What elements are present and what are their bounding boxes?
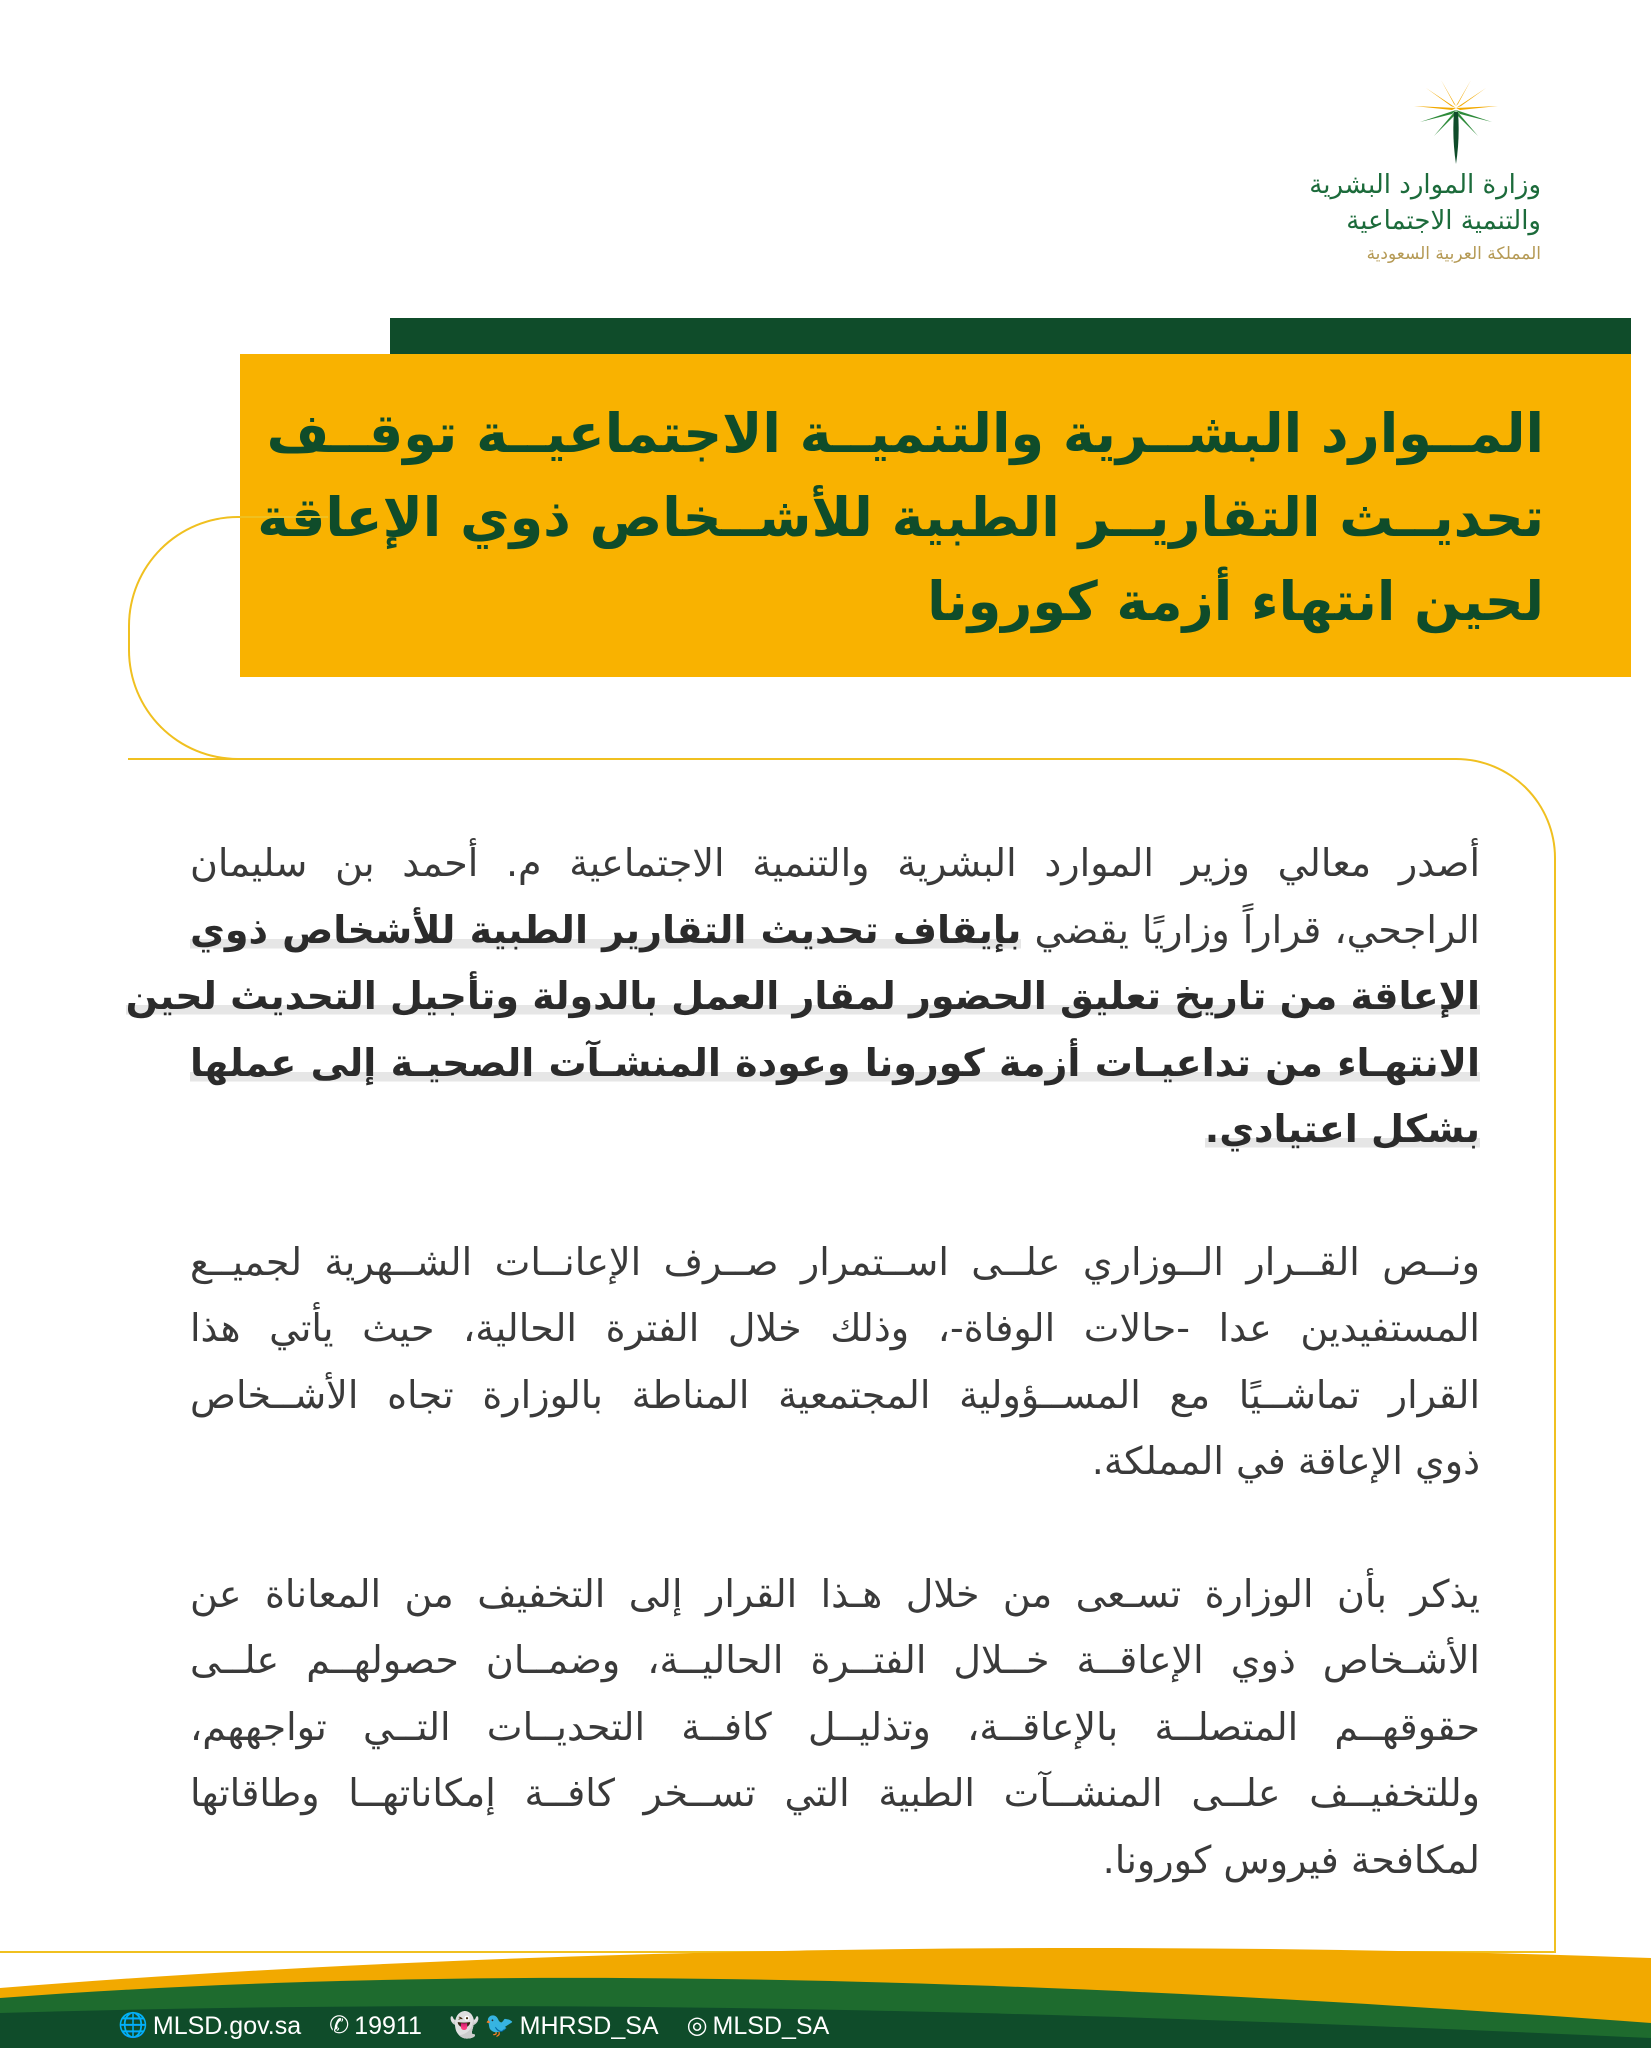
article-body xyxy=(125,830,1480,1893)
decorative-outline-left xyxy=(128,516,328,760)
paragraph-3-line-1: يذكر بأن الوزارة تسـعى من خلال هـذا القرار إلى التخفيف من المعاناة عن xyxy=(190,1571,1480,1616)
paragraph-1-bold-4: بشكل اعتيادي. xyxy=(1204,1107,1480,1151)
headline-box xyxy=(240,354,1631,677)
palm-emblem-icon xyxy=(1406,78,1506,164)
footer-band xyxy=(0,1928,1651,2048)
footer-twitter-text: MHRSD_SA xyxy=(519,2011,659,2040)
paragraph-1-line-4 xyxy=(190,1030,1480,1097)
paragraph-1-line-5 xyxy=(190,1096,1480,1163)
logo-ministry-name-line1: وزارة الموارد البشرية xyxy=(1309,170,1541,200)
paragraph-1-bold-2: الإعاقة من تاريخ تعليق الحضور لمقار العمل بالدولة وتأجيل التحديث لحين xyxy=(125,974,1480,1018)
footer-instagram[interactable] xyxy=(687,2012,830,2041)
footer-website[interactable] xyxy=(118,2012,301,2041)
paragraph-2-line-4: ذوي الإعاقة في المملكة. xyxy=(1091,1439,1480,1483)
instagram-icon: ◎ xyxy=(686,2012,708,2039)
footer-twitter[interactable] xyxy=(450,2012,659,2041)
paragraph-1-bold-1: بإيقاف تحديث التقارير الطبية للأشخاص ذوي xyxy=(190,907,1022,952)
footer-phone-text: 19911 xyxy=(354,2011,422,2040)
logo-ministry-name-line2: والتنمية الاجتماعية xyxy=(1346,206,1541,236)
paragraph-1-bold-3: الانتهـاء من تداعيـات أزمة كورونا وعودة المنشـآت الصحيـة إلى عملها xyxy=(190,1040,1480,1085)
paragraph-1-plain: الراجحي، قراراً وزاريًا يقضي xyxy=(1034,907,1480,952)
paragraph-3-line-4: وللتخفيــف علــى المنشــآت الطبية التي تســخر كافــة إمكاناتهــا وطاقاتها xyxy=(190,1771,1480,1815)
paragraph-3-line-3: حقوقهــم المتصلــة بالإعاقــة، وتذليــل كافــة التحديــات التــي تواجههم، xyxy=(190,1704,1480,1749)
phone-icon: ✆ xyxy=(329,2012,350,2039)
headline-line-3: لحين انتهاء أزمة كورونا xyxy=(927,570,1544,633)
paragraph-2-line-3: القرار تماشــيًا مع المســؤولية المجتمعية المناطة بالوزارة تجاه الأشــخاص xyxy=(190,1372,1480,1417)
snapchat-icon: 👻 xyxy=(449,2012,480,2039)
paragraph-3-line-5: لمكافحة فيروس كورونا. xyxy=(1102,1837,1480,1882)
paragraph-2-line-2: المستفيدين عدا -حالات الوفاة-، وذلك خلال الفترة الحالية، حيث يأتي هذا xyxy=(190,1306,1480,1350)
paragraph-2-line-1: ونــص القــرار الــوزاري علــى اســتمرار صــرف الإعانــات الشــهرية لجميــع xyxy=(190,1239,1480,1284)
headline-line-1: المــوارد البشــرية والتنميــة الاجتماعيــة توقــف xyxy=(266,402,1544,465)
footer-contacts xyxy=(118,2006,857,2046)
footer-website-text: MLSD.gov.sa xyxy=(152,2011,302,2040)
paragraph-1-line-3 xyxy=(125,963,1480,1030)
paragraph-3-line-2: الأشـخاص ذوي الإعاقــة خــلال الفتــرة الحاليــة، وضمــان حصولهــم علــى xyxy=(190,1638,1480,1682)
logo-country-name: المملكة العربية السعودية xyxy=(1366,244,1541,264)
paragraph-1-line-1: أصدر معالي وزير الموارد البشرية والتنمية الاجتماعية م. أحمد بن سليمان xyxy=(190,841,1480,885)
footer-instagram-text: MLSD_SA xyxy=(712,2011,830,2040)
paragraph-1-line-2 xyxy=(190,897,1480,964)
decorative-outline-top xyxy=(128,758,1448,760)
globe-icon: 🌐 xyxy=(118,2012,148,2039)
twitter-icon: 🐦 xyxy=(484,2012,515,2039)
ministry-logo xyxy=(1281,78,1541,268)
footer-phone[interactable] xyxy=(329,2012,422,2041)
title-accent-bar xyxy=(390,318,1631,354)
headline-line-2: تحديــث التقاريــر الطبية للأشــخاص ذوي الإعاقة xyxy=(257,486,1544,549)
